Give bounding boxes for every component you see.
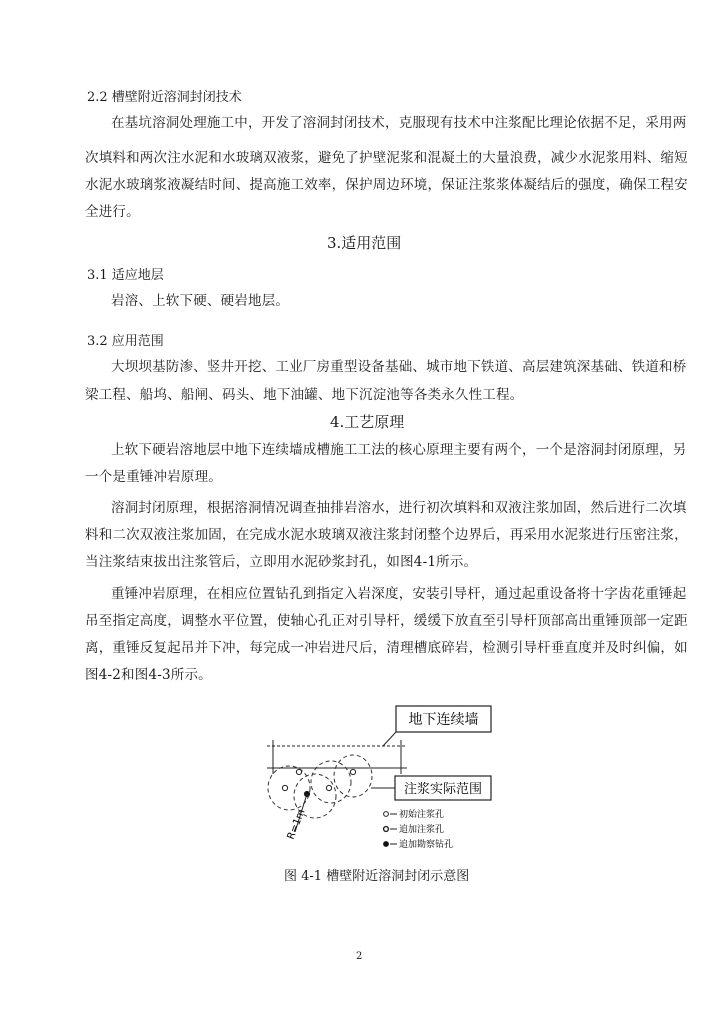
paragraph-line: 离，重锤反复起吊并下冲，每完成一冲岩进尺后，清理槽底碎岩，检测引导杆垂直度并及时纠偏，如 [85,640,688,656]
paragraph-line: 重锤冲岩原理，在相应位置钻孔到指定入岩深度，安装引导杆，通过起重设备将十字齿花重锤起 [111,586,687,602]
legend-open-circle-icon [384,812,389,817]
leader-line [383,732,396,746]
section-title-4: 4.工艺原理 [330,413,405,431]
section-title-3: 3.适用范围 [327,234,402,252]
legend-item: 追加勘察钻孔 [399,840,454,850]
heading-3-2: 3.2 应用范围 [87,334,164,349]
figure-diagram [255,700,495,860]
legend-filled-circle-icon [384,842,389,847]
paragraph-line: 一个是重锤冲岩原理。 [85,469,222,485]
paragraph-line: 水泥水玻璃浆液凝结时间、提高施工效率，保护周边环境，保证注浆浆体凝结后的强度，确保工程安 [85,177,688,193]
svg-text:地下连续墙: 地下连续墙 [408,712,479,728]
figure-caption: 图 4-1 槽壁附近溶洞封闭示意图 [284,869,470,884]
paragraph-line: 大坝坝基防渗、竖井开挖、工业厂房重型设备基础、城市地下铁道、高层建筑深基础、铁道和桥 [111,359,687,375]
diaphragm-wall [267,740,407,774]
paragraph-line: 吊至指定高度，调整水平位置，使轴心孔正对引导杆，缓缓下放直至引导杆顶部高出重锤顶部一定距 [85,613,688,629]
paragraph-line: 料和二次双液注浆加固，在完成水泥水玻璃双液注浆封闭整个边界后，再采用水泥浆进行压密注浆， [85,527,688,543]
heading-3-1: 3.1 适应地层 [87,268,164,283]
label-grouting-range [395,776,491,800]
paragraph-line: 当注浆结束拔出注浆管后，立即用水泥砂浆封孔，如图4-1所示。 [85,554,478,570]
paragraph-line: 图4-2和图4-3所示。 [85,667,212,683]
legend-item: 初始注浆孔 [399,810,445,820]
paragraph-line: 上软下硬岩溶地层中地下连续墙成槽施工工法的核心原理主要有两个，一个是溶洞封闭原理，另 [111,442,687,458]
legend [384,808,453,850]
grouting-holes [282,769,355,796]
radius-label: R=1m [285,807,308,842]
legend-circle-icon [384,827,389,832]
heading-2-2: 2.2 槽壁附近溶洞封闭技术 [87,90,242,105]
paragraph-line: 梁工程、船坞、船闸、码头、地下油罐、地下沉淀池等各类永久性工程。 [85,387,524,403]
svg-text:注浆实际范围: 注浆实际范围 [403,782,483,797]
page-number: 2 [356,951,363,962]
paragraph-line: 次填料和两次注水泥和水玻璃双液浆，避免了护壁泥浆和混凝土的大量浪费，减少水泥浆用料、缩短 [85,150,688,166]
paragraph-line: 岩溶、上软下硬、硬岩地层。 [111,293,290,309]
paragraph-line: 溶洞封闭原理，根据溶洞情况调查抽排岩溶水，进行初次填料和双液注浆加固，然后进行二次填 [111,500,687,516]
paragraph-line: 全进行。 [85,204,140,220]
legend-item: 追加注浆孔 [399,825,445,835]
paragraph-line: 在基坑溶洞处理施工中，开发了溶洞封闭技术，克服现有技术中注浆配比理论依据不足，采用两 [111,115,687,131]
label-underground-wall [396,706,491,732]
